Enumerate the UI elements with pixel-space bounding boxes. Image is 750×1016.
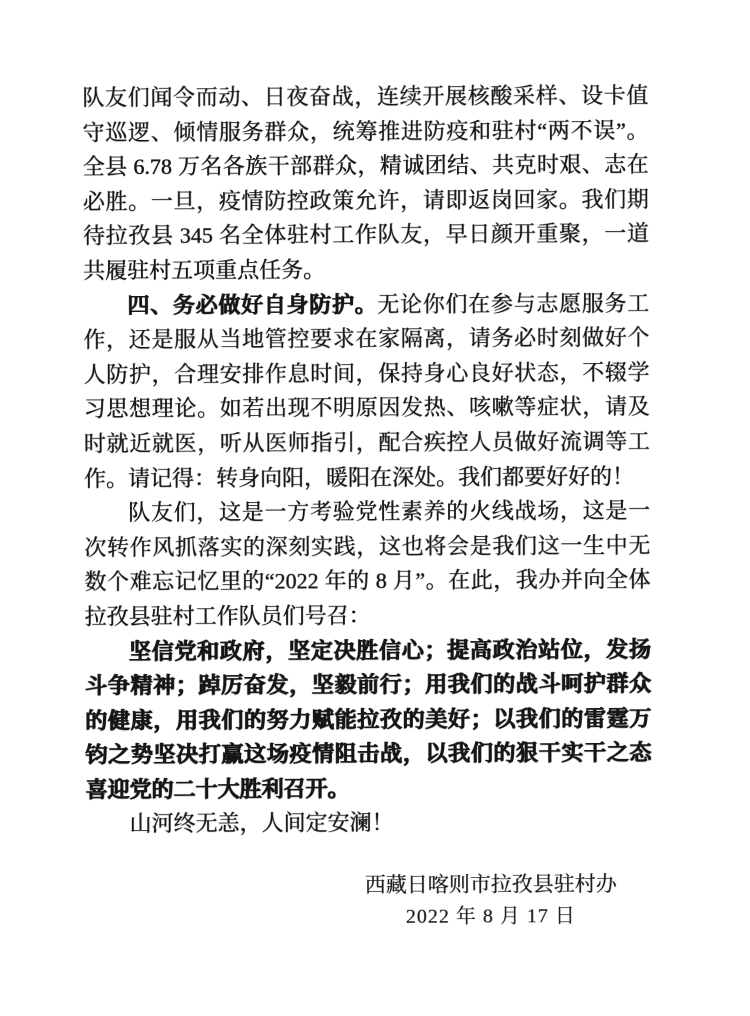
letter-body bbox=[82, 79, 652, 935]
paragraph-text: 坚信党和政府，坚定决胜信心；提高政治站位，发扬斗争精神；踔厉奋发，坚毅前行；用我们的战斗呵护群众的健康，用我们的努力赋能拉孜的美好；以我们的雷霆万钧之势坚决打赢这场疫情阻击战，以我们的狠干实干之态喜迎党的二十大胜利召开。 bbox=[84, 636, 652, 803]
paragraph-rallying-call bbox=[85, 632, 652, 807]
paragraph-text: 队友们，这是一方考验党性素养的火线战场，这是一次转作风抓落实的深刻实践，这也将会是我们这一生中无数个难忘记忆里的“2022 年的 8 月”。在此，我办并向全体拉孜县驻村工作队员们号召： bbox=[84, 497, 651, 630]
date-line: 2022 年 8 月 17 日 bbox=[405, 905, 576, 928]
paragraph-text: 队友们闻令而动、日夜奋战，连续开展核酸采样、设卡值守巡逻、倾情服务群众，统筹推进防疫和驻村“两不误”。全县 6.78 万名各族干部群众，精诚团结、共克时艰、志在必胜。一旦，疫情防控政策允许，请即返岗回家。我们期待拉孜县 345 名全体驻村工作队友，早日颜开重聚，一道共履驻村五项重点任务。 bbox=[82, 82, 649, 284]
paragraph-appeal-intro bbox=[84, 494, 651, 635]
closing-block bbox=[336, 868, 646, 933]
paragraph-section-four bbox=[83, 286, 650, 496]
paragraph-closing-wish bbox=[85, 805, 651, 842]
signature-line: 西藏日喀则市拉孜县驻村办 bbox=[364, 871, 617, 898]
paragraph-text: 山河终无恙，人间定安澜！ bbox=[129, 810, 394, 837]
paragraph-text: 无论你们在参与志愿服务工作，还是服从当地管控要求在家隔离，请务必时刻做好个人防护，合理安排作息时间，保持身心良好状态，不辍学习思想理论。如若出现不明原因发热、咳嗽等症状，请及时就近就医，听从医师指引，配合疾控人员做好流调等工作。请记得：转身向阳，暖阳在深处。我们都要好好的！ bbox=[83, 290, 650, 491]
paragraph-continuation bbox=[82, 79, 649, 289]
section-four-heading: 四、务必做好自身防护。 bbox=[127, 291, 378, 318]
